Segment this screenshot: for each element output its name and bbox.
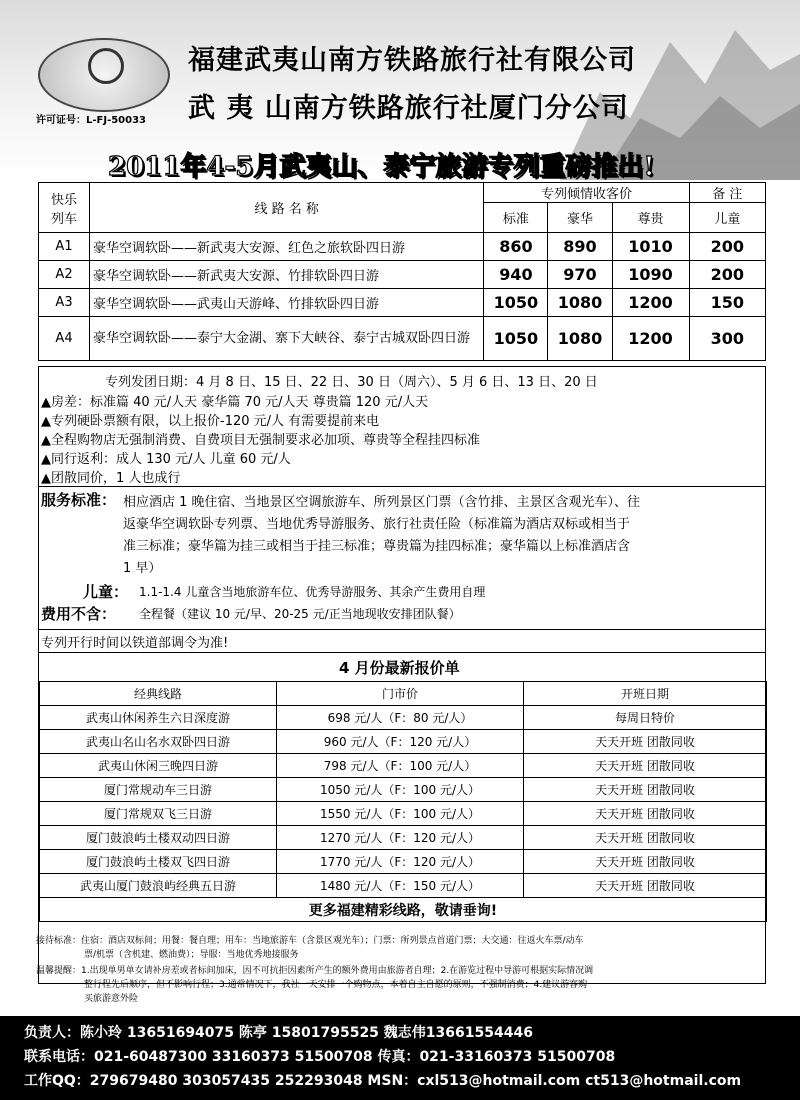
contact-qq-msn: 工作QQ：279679480 303057435 252293048 MSN：cxl513@hotmail.com ct513@hotmail.com xyxy=(24,1073,742,1089)
header-kuaile: 快乐 xyxy=(51,192,78,208)
shopping-note: ▲全程购物店无强制消费、自费项目无强制要求必加项、尊贵等全程挂四标准 xyxy=(41,433,480,448)
table-row xyxy=(40,850,767,874)
rail-schedule-note: 专列开行时间以铁道部调令为准! xyxy=(41,636,229,651)
tour-price: 1050 元/人（F：100 元/人） xyxy=(277,778,524,802)
row-noble-price: 1010 xyxy=(612,233,689,261)
row-lux-price: 890 xyxy=(548,233,612,261)
company-name-1: 福建武夷山南方铁路旅行社有限公司 xyxy=(188,45,636,76)
row-lux-price: 970 xyxy=(548,261,612,289)
child-label: 儿童： xyxy=(83,583,129,601)
tour-name: 武夷山休闲三晚四日游 xyxy=(40,754,277,778)
april-price-table xyxy=(39,681,767,922)
table-header-lux: 豪华 xyxy=(548,203,612,233)
row-code: A2 xyxy=(39,261,90,289)
row-std-price: 860 xyxy=(484,233,548,261)
price-table xyxy=(38,182,766,361)
tour-name: 厦门常规双飞三日游 xyxy=(40,802,277,826)
row-code: A4 xyxy=(39,317,90,361)
room-surcharge: ▲房差：标准篇 40 元/人天 豪华篇 70 元/人天 尊贵篇 120 元/人天 xyxy=(41,395,429,410)
row-child-price: 150 xyxy=(689,289,765,317)
row-std-price: 940 xyxy=(484,261,548,289)
table-header-noble: 尊贵 xyxy=(612,203,689,233)
tour-price: 698 元/人（F：80 元/人） xyxy=(277,706,524,730)
row-lux-price: 1080 xyxy=(548,317,612,361)
table-header-remark: 备 注 xyxy=(689,183,765,203)
tips xyxy=(36,964,593,1006)
row-code: A1 xyxy=(39,233,90,261)
tour-date: 天天开班 团散同收 xyxy=(524,754,767,778)
service-line-2: 返豪华空调软卧专列票、当地优秀导游服务、旅行社责任险（标准篇为酒店双标或相当于 xyxy=(123,517,631,532)
tour-date: 天天开班 团散同收 xyxy=(524,826,767,850)
april-price-title: 4 月份最新报价单 xyxy=(339,659,460,677)
table-row xyxy=(39,233,766,261)
reception-line-2: 票/机票（含机建、燃油费）；导服：当地优秀地接服务 xyxy=(84,950,299,960)
railway-logo xyxy=(38,38,170,112)
row-child-price: 200 xyxy=(689,233,765,261)
tour-name: 武夷山名山名水双卧四日游 xyxy=(40,730,277,754)
row-noble-price: 1090 xyxy=(612,261,689,289)
table-row xyxy=(39,261,766,289)
col-price: 门市价 xyxy=(277,682,524,706)
child-text: 1.1-1.4 儿童含当地旅游车位、优秀导游服务、其余产生费用自理 xyxy=(139,585,486,599)
company-name-2: 武 夷 山南方铁路旅行社厦门分公司 xyxy=(188,93,629,124)
service-label: 服务标准： xyxy=(41,491,117,509)
tour-price: 1480 元/人（F：150 元/人） xyxy=(277,874,524,898)
tour-date: 天天开班 团散同收 xyxy=(524,802,767,826)
tour-date: 天天开班 团散同收 xyxy=(524,850,767,874)
row-std-price: 1050 xyxy=(484,317,548,361)
tip-line-2: 整行程先后顺序，但不影响行程；3.通常情况下，我社一天安排一个购物点，本着自主自愿的原则，不强制消费；4.建议游客购 xyxy=(84,980,588,990)
tour-price: 1270 元/人（F：120 元/人） xyxy=(277,826,524,850)
tour-name: 厦门鼓浪屿土楼双动四日游 xyxy=(40,826,277,850)
row-lux-price: 1080 xyxy=(548,289,612,317)
same-price-note: ▲团散同价，1 人也成行 xyxy=(41,471,181,486)
rebate-note: ▲同行返利：成人 130 元/人 儿童 60 元/人 xyxy=(41,452,291,467)
tip-line-1: 温馨提醒：1.出现单男单女请补房差或者标间加床，因不可抗拒因素所产生的额外费用由旅游者自理；2.在游览过程中导游可根据实际情况调 xyxy=(36,966,594,976)
details-section xyxy=(38,366,766,984)
table-row xyxy=(40,778,767,802)
railway-emblem-icon xyxy=(88,48,124,84)
tour-price: 1770 元/人（F：120 元/人） xyxy=(277,850,524,874)
header-lieche: 列车 xyxy=(51,211,78,227)
tour-date: 每周日特价 xyxy=(524,706,767,730)
more-routes-row xyxy=(40,898,767,922)
table-row xyxy=(39,289,766,317)
tour-name: 武夷山休闲养生六日深度游 xyxy=(40,706,277,730)
tour-date: 天天开班 团散同收 xyxy=(524,778,767,802)
exclusion-text: 全程餐（建议 10 元/早、20-25 元/正当地现收安排团队餐） xyxy=(139,607,461,621)
headline: 2011年4-5月武夷山、泰宁旅游专列重磅推出! xyxy=(108,152,655,182)
reception-line-1: 接待标准：住宿：酒店双标间；用餐：餐自理；用车：当地旅游车（含景区观光车）；门票：所列景点首道门票；大交通：往返火车票/动车 xyxy=(36,936,584,946)
april-table-header xyxy=(40,682,767,706)
header-banner xyxy=(0,0,800,180)
contact-persons: 负责人：陈小玲 13651694075 陈亭 15801795525 魏志伟13661554446 xyxy=(24,1025,533,1041)
contact-footer xyxy=(0,1016,800,1100)
more-routes: 更多福建精彩线路，敬请垂询! xyxy=(40,898,767,922)
table-header-child: 儿童 xyxy=(689,203,765,233)
table-row xyxy=(40,874,767,898)
row-route: 豪华空调软卧——武夷山天游峰、竹排软卧四日游 xyxy=(90,289,484,317)
table-row xyxy=(40,826,767,850)
table-header-route: 线 路 名 称 xyxy=(90,183,484,233)
table-header-std: 标准 xyxy=(484,203,548,233)
table-row xyxy=(40,730,767,754)
col-route: 经典线路 xyxy=(40,682,277,706)
tour-name: 厦门鼓浪屿土楼双飞四日游 xyxy=(40,850,277,874)
service-line-1: 相应酒店 1 晚住宿、当地景区空调旅游车、所列景区门票（含竹排、主景区含观光车）、往 xyxy=(123,495,641,510)
contact-phones: 联系电话：021-60487300 33160373 51500708 传真：021-33160373 51500708 xyxy=(24,1049,616,1065)
table-header-train xyxy=(39,183,90,233)
row-route: 豪华空调软卧——新武夷大安源、红色之旅软卧四日游 xyxy=(90,233,484,261)
tour-name: 武夷山厦门鼓浪屿经典五日游 xyxy=(40,874,277,898)
table-row xyxy=(39,317,766,361)
service-line-3: 准三标准；豪华篇为挂三或相当于挂三标准；尊贵篇为挂四标准；豪华篇以上标准酒店含 xyxy=(123,539,631,554)
tip-line-3: 买旅游意外险 xyxy=(84,994,139,1004)
departure-dates: 专列发团日期：4 月 8 日、15 日、22 日、30 日（周六）、5 月 6 日、13 日、20 日 xyxy=(105,375,598,390)
table-row xyxy=(40,754,767,778)
row-std-price: 1050 xyxy=(484,289,548,317)
license-number: 许可证号：L-FJ-50033 xyxy=(36,115,147,126)
col-date: 开班日期 xyxy=(524,682,767,706)
tour-date: 天天开班 团散同收 xyxy=(524,730,767,754)
tour-date: 天天开班 团散同收 xyxy=(524,874,767,898)
tour-price: 960 元/人（F：120 元/人） xyxy=(277,730,524,754)
row-child-price: 200 xyxy=(689,261,765,289)
reception-standards xyxy=(36,934,584,962)
exclusion-label: 费用不含： xyxy=(41,605,117,623)
row-child-price: 300 xyxy=(689,317,765,361)
hard-sleeper-note: ▲专列硬卧票额有限，以上报价-120 元/人 有需要提前来电 xyxy=(41,414,380,429)
row-route: 豪华空调软卧——新武夷大安源、竹排软卧四日游 xyxy=(90,261,484,289)
tour-name: 厦门常规动车三日游 xyxy=(40,778,277,802)
table-header-price: 专列倾情收客价 xyxy=(484,183,689,203)
table-row xyxy=(40,706,767,730)
tour-price: 798 元/人（F：100 元/人） xyxy=(277,754,524,778)
service-line-4: 1 早） xyxy=(123,561,162,576)
row-noble-price: 1200 xyxy=(612,289,689,317)
row-route: 豪华空调软卧——泰宁大金湖、寨下大峡谷、泰宁古城双卧四日游 xyxy=(90,317,484,361)
table-row xyxy=(40,802,767,826)
row-noble-price: 1200 xyxy=(612,317,689,361)
row-code: A3 xyxy=(39,289,90,317)
tour-price: 1550 元/人（F：100 元/人） xyxy=(277,802,524,826)
